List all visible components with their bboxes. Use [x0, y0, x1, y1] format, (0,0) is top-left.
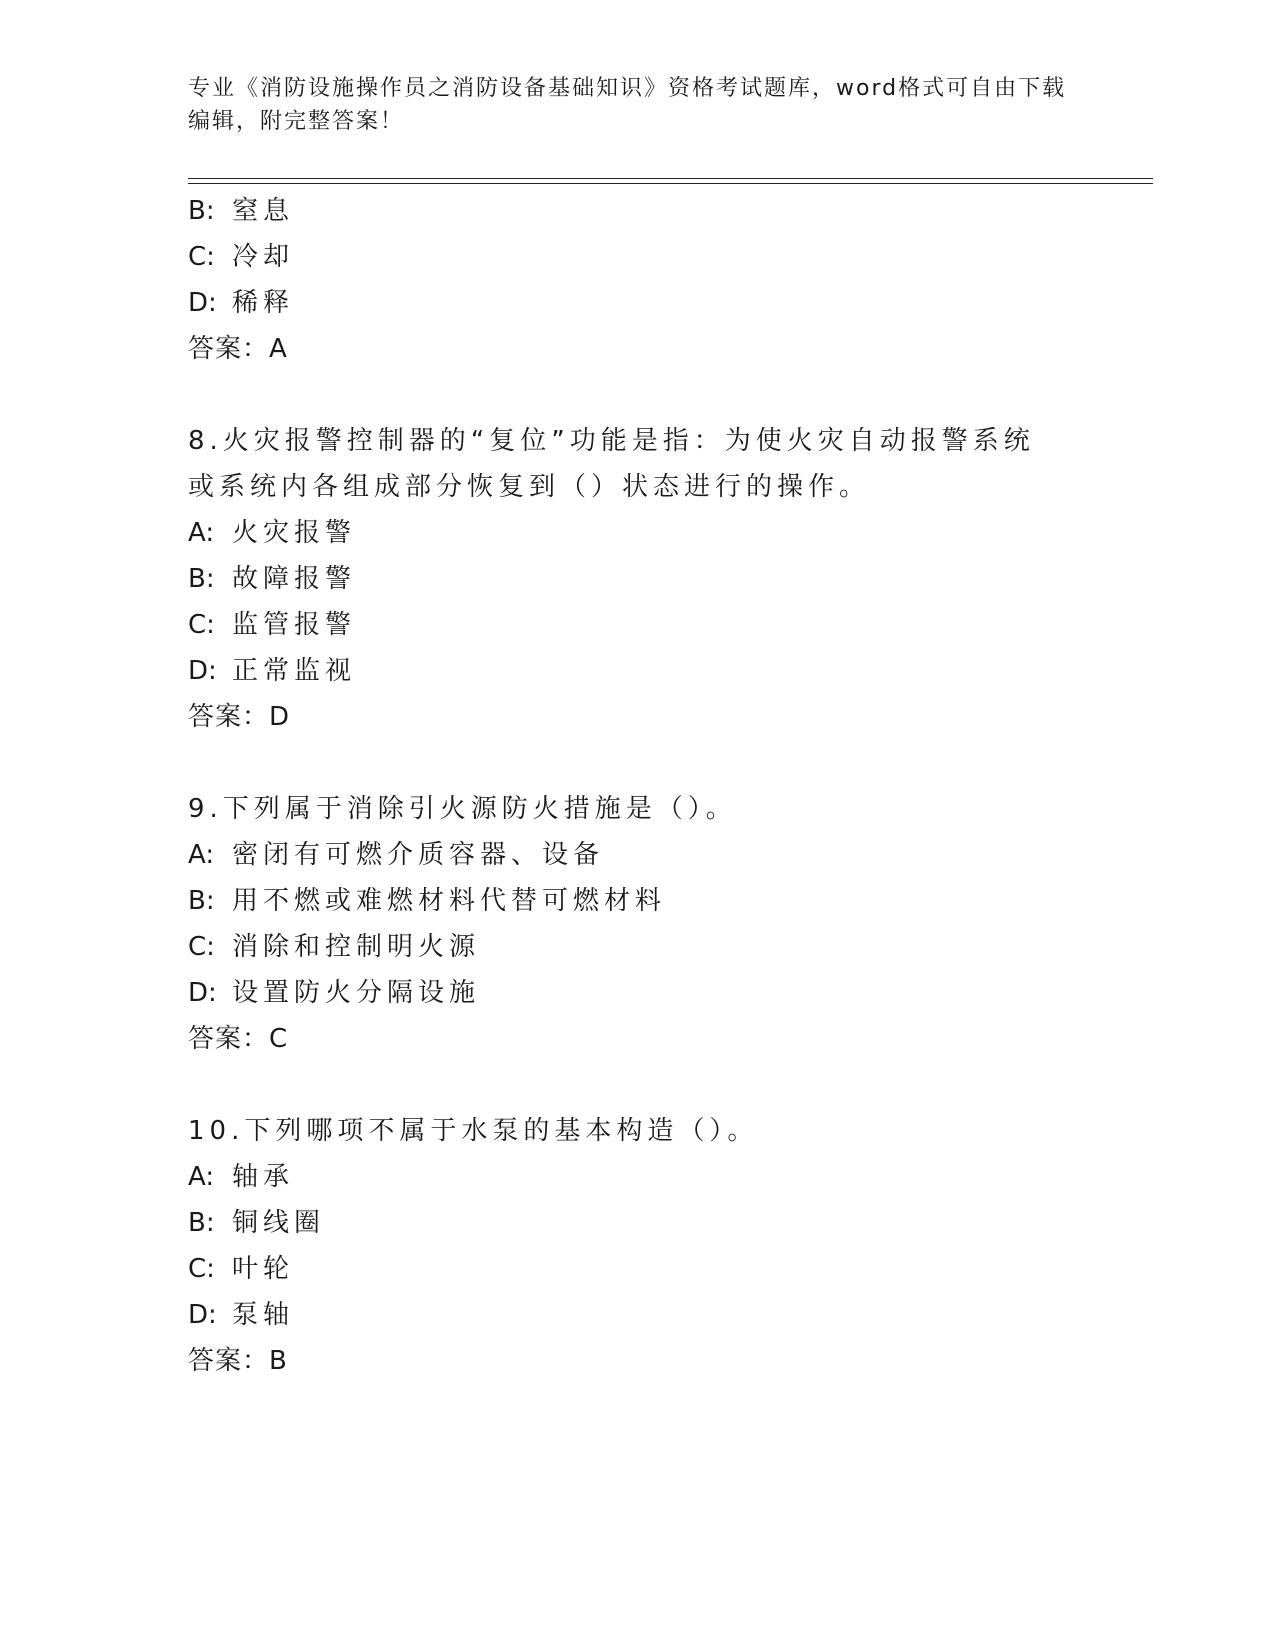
- spacer: [188, 1062, 1088, 1108]
- option-text: 泵轴: [232, 1300, 295, 1330]
- option-label: C:: [188, 1254, 215, 1284]
- option-text: 窒息: [232, 196, 295, 226]
- option-text: 设置防火分隔设施: [232, 978, 481, 1008]
- option-d: [188, 280, 1088, 326]
- option-text: 监管报警: [232, 610, 357, 640]
- answer-line: 答案：A: [188, 334, 288, 364]
- question-list: [188, 188, 1088, 1384]
- spacer: [188, 740, 1088, 786]
- question-10: [188, 1108, 1088, 1384]
- option-text: 火灾报警: [232, 518, 357, 548]
- option-label: D:: [188, 288, 217, 318]
- option-label: B:: [188, 1208, 215, 1238]
- option-label: A:: [188, 1162, 215, 1192]
- question-stem: 9.下列属于消除引火源防火措施是（）。: [188, 794, 737, 824]
- option-text: 消除和控制明火源: [232, 932, 481, 962]
- option-c: [188, 234, 1088, 280]
- option-label: B:: [188, 196, 215, 226]
- option-label: C:: [188, 242, 215, 272]
- option-text: 铜线圈: [232, 1208, 326, 1238]
- answer-line: 答案：B: [188, 1346, 288, 1376]
- header-divider-bottom: [188, 183, 1153, 184]
- option-b: [188, 1200, 1088, 1246]
- option-b: [188, 556, 1088, 602]
- option-b: [188, 878, 1088, 924]
- option-text: 故障报警: [232, 564, 357, 594]
- option-label: C:: [188, 610, 215, 640]
- option-label: A:: [188, 840, 215, 870]
- option-c: [188, 602, 1088, 648]
- question-stem: 8.火灾报警控制器的“复位”功能是指：为使火灾自动报警系统或系统内各组成部分恢复到（）状态进行的操作。: [188, 426, 1035, 502]
- option-a: [188, 832, 1088, 878]
- option-a: [188, 1154, 1088, 1200]
- option-text: 稀释: [232, 288, 295, 318]
- question-stem: 10.下列哪项不属于水泵的基本构造（）。: [188, 1116, 759, 1146]
- header-divider-top: [188, 178, 1153, 179]
- option-text: 冷却: [232, 242, 295, 272]
- option-label: D:: [188, 656, 217, 686]
- spacer: [188, 372, 1088, 418]
- option-label: B:: [188, 564, 215, 594]
- option-text: 用不燃或难燃材料代替可燃材料: [232, 886, 667, 916]
- option-text: 叶轮: [232, 1254, 295, 1284]
- question-8: [188, 418, 1088, 740]
- answer-line: 答案：D: [188, 702, 291, 732]
- document-header: 专业《消防设施操作员之消防设备基础知识》资格考试题库，word格式可自由下载编辑，附完整答案！: [188, 76, 1067, 134]
- option-label: D:: [188, 978, 217, 1008]
- option-label: A:: [188, 518, 215, 548]
- option-text: 密闭有可燃介质容器、设备: [232, 840, 605, 870]
- option-c: [188, 1246, 1088, 1292]
- option-label: C:: [188, 932, 215, 962]
- question-7-continued: [188, 188, 1088, 372]
- option-b: [188, 188, 1088, 234]
- option-label: D:: [188, 1300, 217, 1330]
- option-d: [188, 1292, 1088, 1338]
- option-text: 正常监视: [232, 656, 357, 686]
- option-d: [188, 648, 1088, 694]
- option-a: [188, 510, 1088, 556]
- option-label: B:: [188, 886, 215, 916]
- option-d: [188, 970, 1088, 1016]
- answer-line: 答案：C: [188, 1024, 289, 1054]
- option-text: 轴承: [232, 1162, 295, 1192]
- question-9: [188, 786, 1088, 1062]
- option-c: [188, 924, 1088, 970]
